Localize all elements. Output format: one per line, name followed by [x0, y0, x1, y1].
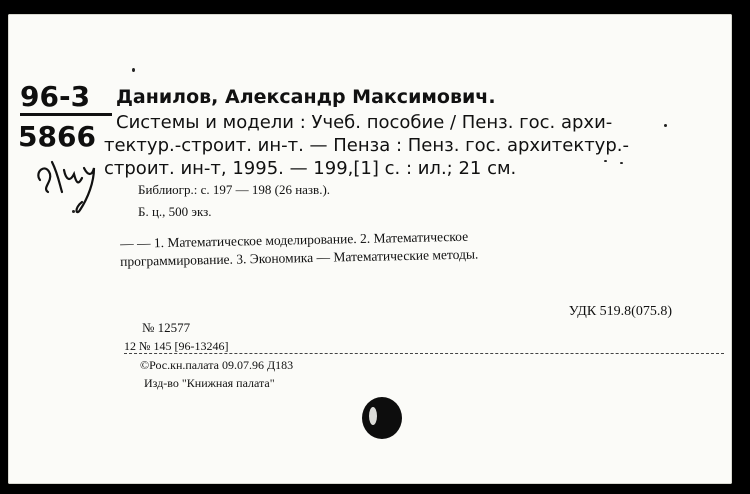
catalog-card — [8, 14, 732, 484]
title-line-3: строит. ин-т, 1995. — 199,[1] с. : ил.; 21 см. — [104, 158, 517, 179]
author-heading: Данилов, Александр Максимович. — [116, 86, 496, 108]
ink-speck — [664, 124, 667, 127]
udk-code: УДК 519.8(075.8) — [568, 304, 672, 319]
punch-hole-icon — [358, 394, 406, 442]
copyright-line: ©Рос.кн.палата 09.07.96 Д183 — [140, 358, 294, 372]
ink-speck — [132, 68, 135, 72]
call-number-top: 96-3 — [20, 80, 91, 113]
register-number: 12 № 145 [96-13246] — [124, 339, 229, 353]
dotted-divider — [124, 353, 724, 354]
price-note: Б. ц., 500 экз. — [138, 204, 212, 219]
subjects-line-1: — — 1. Математическое моделирование. 2. Математическое — [120, 228, 469, 251]
ink-speck — [620, 162, 623, 164]
call-number-divider — [20, 113, 112, 116]
publisher-line: Изд-во "Книжная палата" — [144, 376, 275, 390]
card-number: № 12577 — [142, 320, 191, 335]
ink-speck — [72, 210, 75, 213]
bibliography-note: Библиогр.: с. 197 — 198 (26 назв.). — [138, 182, 331, 197]
subjects-line-2: программирование. 3. Экономика — Математические методы. — [120, 246, 479, 269]
call-number-bottom: 5866 — [18, 120, 96, 153]
title-line-1: Системы и модели : Учеб. пособие / Пенз. гос. архи- — [116, 112, 613, 133]
title-line-2: тектур.-строит. ин-т. — Пенза : Пенз. гос. архитектур.- — [104, 135, 629, 156]
ink-speck — [604, 160, 607, 162]
